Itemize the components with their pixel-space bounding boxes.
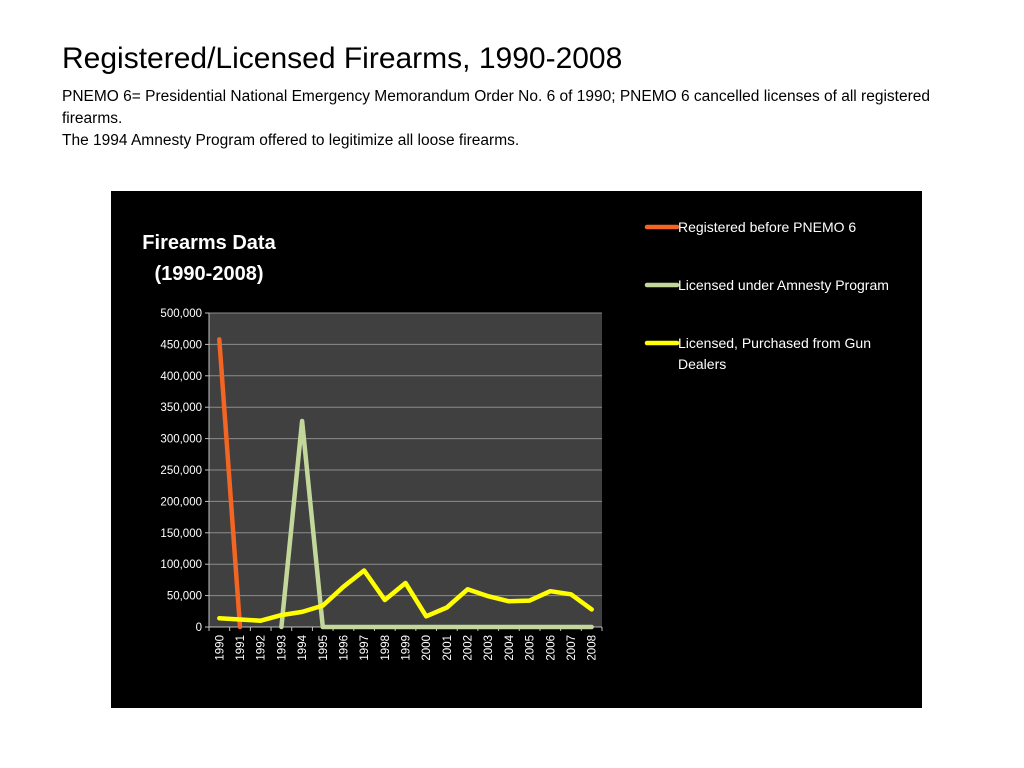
x-tick-label: 2003 — [483, 635, 496, 661]
y-tick-label: 150,000 — [160, 527, 202, 540]
x-tick-label: 2004 — [503, 635, 516, 661]
slide-title: Registered/Licensed Firearms, 1990-2008 — [62, 42, 623, 75]
x-tick-label: 2001 — [441, 635, 454, 661]
legend-label: Licensed, Purchased from Gun Dealers — [678, 335, 871, 372]
x-tick-label: 1992 — [255, 635, 268, 661]
chart-title-line: Firearms Data — [142, 232, 276, 254]
legend-label: Registered before PNEMO 6 — [678, 219, 857, 235]
x-tick-label: 1999 — [400, 635, 413, 661]
x-tick-label: 1995 — [317, 635, 330, 661]
y-tick-label: 0 — [195, 622, 202, 634]
x-tick-label: 2005 — [524, 635, 537, 661]
x-tick-label: 1990 — [214, 635, 227, 661]
y-tick-label: 500,000 — [160, 308, 202, 320]
y-tick-label: 50,000 — [166, 590, 202, 603]
x-tick-label: 1996 — [338, 635, 351, 661]
x-tick-label: 1994 — [297, 635, 310, 661]
x-tick-label: 2006 — [545, 635, 558, 661]
y-tick-label: 450,000 — [160, 339, 202, 352]
y-tick-label: 250,000 — [160, 465, 202, 477]
y-tick-label: 200,000 — [160, 496, 202, 509]
x-tick-label: 1991 — [235, 635, 248, 661]
subtitle-line-2: The 1994 Amnesty Program offered to legitimize all loose firearms. — [62, 132, 520, 149]
y-tick-label: 400,000 — [160, 370, 202, 383]
x-tick-label: 2008 — [586, 635, 599, 661]
subtitle-line-1: PNEMO 6= Presidential National Emergency Memorandum Order No. 6 of 1990; PNEMO 6 cancelled licenses of all registered firearms. — [62, 88, 930, 127]
firearms-line-chart — [111, 191, 922, 708]
y-tick-label: 100,000 — [160, 559, 202, 572]
slide-subtitle — [62, 86, 942, 152]
x-tick-label: 1993 — [276, 635, 289, 661]
legend-label: Licensed under Amnesty Program — [678, 277, 889, 293]
x-tick-label: 2000 — [421, 635, 434, 661]
x-tick-label: 1997 — [359, 635, 372, 661]
x-tick-label: 2002 — [462, 635, 475, 661]
chart-title-line: (1990-2008) — [154, 263, 264, 285]
x-tick-label: 2007 — [565, 635, 578, 661]
chart-panel — [111, 191, 922, 708]
y-tick-label: 300,000 — [160, 433, 202, 446]
x-tick-label: 1998 — [379, 635, 392, 661]
y-tick-label: 350,000 — [160, 402, 202, 415]
